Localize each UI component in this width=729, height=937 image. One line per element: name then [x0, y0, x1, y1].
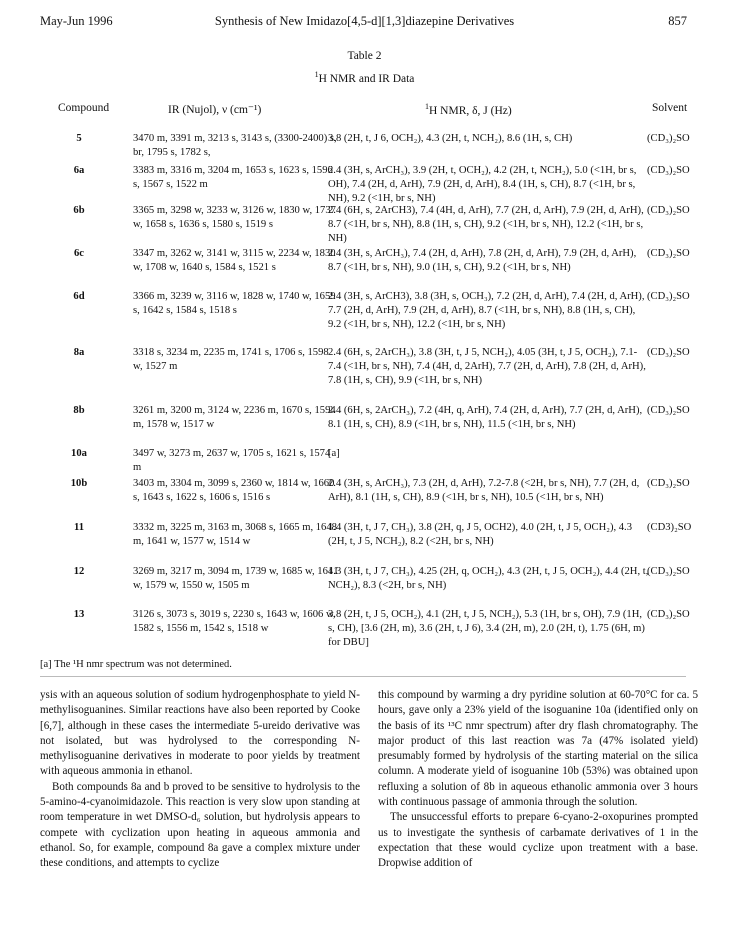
- compound-cell: 5: [76, 133, 82, 144]
- column-header-ir: IR (Nujol), ν (cm⁻¹): [168, 104, 262, 116]
- ir-cell: 3366 m, 3239 w, 3116 w, 1828 w, 1740 w, 1659 s, 1642 s, 1584 s, 1518 s: [133, 291, 336, 317]
- compound-cell: 6a: [73, 165, 85, 176]
- solvent-cell: (CD₃)₂SO: [647, 291, 690, 302]
- solvent-cell: (CD₃)₂SO: [647, 248, 690, 259]
- compound-cell: 13: [73, 609, 85, 620]
- compound-cell: 10a: [71, 448, 87, 459]
- table-row: [40, 132, 700, 164]
- ir-cell: 3318 s, 3234 m, 2235 m, 1741 s, 1706 s, 1598 w, 1527 m: [133, 347, 329, 373]
- table-subtitle-text: H NMR and IR Data: [318, 72, 415, 85]
- solvent-cell: (CD₃)₂SO: [647, 609, 690, 620]
- nmr-cell: [a]: [328, 448, 340, 459]
- paragraph: this compound by warming a dry pyridine solution at 60-70°C for ca. 5 hours, gave only a 23% yield of the isoguanine 10a (identified only on the basis of its ¹³C nmr spectrum) after dry flash chromatography. The major product of this last reaction was 7a (47% isolated yield) presumably formed by hydrolysis of the starting material on the silica column. A moderate yield of isoguanine 10b (53%) was obtained upon refluxing a solution of 8b in aqueous ethanolic ammonia over 3 hours with continuous passage of ammonia through the solution.: [378, 689, 698, 809]
- solvent-cell: (CD₃)₂SO: [647, 205, 690, 216]
- nmr-cell: 2.4 (3H, s, ArCH₃), 7.3 (2H, d, ArH), 7.2-7.8 (<2H, br s, NH), 7.7 (2H, d, ArH), 8.1 (1H, s, CH), 8.9 (<1H, br s, NH), 10.5 (<1H, br s, NH): [328, 478, 640, 504]
- ir-cell: 3269 m, 3217 m, 3094 m, 1739 w, 1685 w, 1641 w, 1579 w, 1550 w, 1505 m: [133, 566, 339, 592]
- nmr-cell: 2.4 (6H, s, 2ArCH₃), 3.8 (3H, t, J 5, NCH₂), 4.05 (3H, t, J 5, OCH₂), 7.1-7.4 (<1H, br s, NH), 7.4 (4H, d, 2ArH), 7.7 (2H, d, ArH), 7.8 (2H, d, ArH), 7.8 (1H, s, CH), 9.9 (<1H, br s, NH): [328, 347, 646, 387]
- table-row: [40, 521, 700, 565]
- nmr-cell: 2.4 (6H, s, 2ArCH₃), 7.2 (4H, q, ArH), 7.4 (2H, d, ArH), 7.7 (2H, d, ArH), 8.1 (1H, s, CH), 8.9 (<1H, br s, NH), 11.5 (<1H, br s, NH): [328, 405, 643, 431]
- table-subtitle-sup: 1: [314, 70, 319, 79]
- table-row: [40, 565, 700, 608]
- ir-cell: 3365 m, 3298 w, 3233 w, 3126 w, 1830 w, 1737 w, 1658 s, 1636 s, 1580 s, 1519 s: [133, 205, 336, 231]
- column-header-solvent: Solvent: [652, 102, 688, 114]
- nmr-cell: 2.4 (3H, s, ArCH₃), 3.9 (2H, t, OCH₂), 4.2 (2H, t, NCH₂), 5.0 (<1H, br s, OH), 7.4 (2H, d, ArH), 7.9 (2H, d, ArH), 8.4 (1H, s, CH), 8.7 (<1H, br s, NH), 9.2 (<1H, br s, NH): [328, 165, 637, 205]
- body-column-right: [378, 688, 698, 872]
- table-row: [40, 290, 700, 346]
- table-row: [40, 346, 700, 404]
- solvent-cell: (CD₃)₂SO: [647, 165, 690, 176]
- ir-cell: 3497 w, 3273 m, 2637 w, 1705 s, 1621 s, 1574 m: [133, 448, 331, 474]
- nmr-cell: 2.4 (3H, s, ArCH3), 3.8 (3H, s, OCH₃), 7.2 (2H, d, ArH), 7.4 (2H, d, ArH), 7.7 (2H, d, ArH), 7.9 (2H, d, ArH), 8.7 (<1H, br s, NH), 8.8 (1H, s, CH), 9.2 (<1H, br s, NH), 12.2 (<1H, br s, NH): [328, 291, 645, 331]
- compound-cell: 11: [73, 522, 84, 533]
- compound-cell: 10b: [70, 478, 88, 489]
- solvent-cell: (CD₃)₂SO: [647, 405, 690, 416]
- paragraph: The unsuccessful efforts to prepare 6-cyano-2-oxopurines prompted us to investigate the synthesis of carbamate derivatives of 1 in the expectation that these would cyclize upon treatment with a base. Dropwise addition of: [378, 811, 698, 870]
- divider: [40, 676, 686, 677]
- solvent-cell: (CD₃)₂SO: [647, 478, 690, 489]
- nmr-cell: 3.8 (2H, t, J 6, OCH₂), 4.3 (2H, t, NCH₂), 8.6 (1H, s, CH): [328, 133, 573, 144]
- table-row: [40, 404, 700, 447]
- column-header-nmr: [425, 102, 512, 117]
- nmr-cell: 2.4 (3H, s, ArCH₃), 7.4 (2H, d, ArH), 7.8 (2H, d, ArH), 7.9 (2H, d, ArH), 8.7 (<1H, br s, NH), 9.0 (1H, s, CH), 9.2 (<1H, br s, NH): [328, 248, 637, 274]
- nmr-cell: 3.8 (2H, t, J 5, OCH₂), 4.1 (2H, t, J 5, NCH₂), 5.3 (1H, br s, OH), 7.9 (1H, s, CH), [3.6 (2H, m), 3.6 (2H, t, J 6), 3.4 (2H, m), 2.0 (2H, t), 1.75 (6H, m) for DBU]: [328, 609, 645, 649]
- table-title: Table 2: [347, 50, 382, 62]
- column-header-compound: Compound: [58, 102, 110, 114]
- solvent-cell: (CD₃)₂SO: [647, 133, 690, 144]
- solvent-cell: (CD₃)₂SO: [647, 566, 690, 577]
- ir-cell: 3126 s, 3073 s, 3019 s, 2230 s, 1643 w, 1606 w, 1582 s, 1556 m, 1542 s, 1518 w: [133, 609, 336, 635]
- ir-cell: 3332 m, 3225 m, 3163 m, 3068 s, 1665 m, 1648 m, 1641 w, 1577 w, 1514 w: [133, 522, 337, 548]
- table-row: [40, 247, 700, 290]
- table-subtitle: [0, 70, 729, 85]
- column-header-nmr-text: H NMR, δ, J (Hz): [429, 104, 512, 117]
- running-header-date: May-Jun 1996: [40, 14, 113, 28]
- ir-cell: 3347 m, 3262 w, 3141 w, 3115 w, 2234 w, 1830 w, 1708 w, 1640 s, 1584 s, 1521 s: [133, 248, 336, 274]
- table-row: [40, 204, 700, 247]
- compound-cell: 6c: [74, 248, 84, 259]
- compound-cell: 12: [73, 566, 85, 577]
- page-number: 857: [668, 14, 687, 28]
- nmr-cell: 1.4 (3H, t, J 7, CH₃), 3.8 (2H, q, J 5, OCH2), 4.0 (2H, t, J 5, OCH₂), 4.3 (2H, t, J 5, NCH₂), 8.2 (<2H, br s, NH): [328, 522, 633, 548]
- ir-cell: 3470 m, 3391 m, 3213 s, 3143 s, (3300-2400) s, br, 1795 s, 1782 s,: [133, 133, 337, 159]
- paragraph: Both compounds 8a and b proved to be sensitive to hydrolysis to the 5-amino-4-cyanoimidazole. This reaction is very slow upon standing at room temperature in wet DMSO-d₆ solution, but hydrolysis appears to compete with cyclization upon heating in aqueous ammonia and ethanol. So, for example, compound 8a gave a complex mixture under these conditions, and attempts to cyclize: [40, 780, 360, 870]
- nmr-cell: 2.4 (6H, s, 2ArCH3), 7.4 (4H, d, ArH), 7.7 (2H, d, ArH), 7.9 (2H, d, ArH), 8.7 (<1H, br s, NH), 8.8 (1H, s, CH), 9.2 (<1H, br s, NH), 12.2 (<1H, br s, NH): [328, 205, 644, 245]
- compound-cell: 8b: [73, 405, 85, 416]
- table-row: [40, 477, 700, 521]
- body-column-left: [40, 688, 360, 872]
- paragraph: ysis with an aqueous solution of sodium hydrogenphosphate to yield N-methylisoguanines. Similar reactions have also been reported by Cooke [6,7], although in these cases the intermediate 5-ureido derivative was not isolated, but was hydrolysed to the corresponding N-methylisoguanine derivatives in moderate to poor yields by treatment with aqueous ammonia in ethanol.: [40, 689, 360, 778]
- table-row: [40, 447, 700, 477]
- compound-cell: 6d: [73, 291, 85, 302]
- table-row: [40, 608, 700, 652]
- ir-cell: 3403 m, 3304 m, 3099 s, 2360 w, 1814 w, 1660 s, 1643 s, 1622 s, 1606 s, 1516 s: [133, 478, 335, 504]
- ir-cell: 3383 m, 3316 m, 3204 m, 1653 s, 1623 s, 1596 s, 1567 s, 1522 m: [133, 165, 333, 191]
- nmr-ir-table: [40, 132, 700, 652]
- compound-cell: 8a: [73, 347, 85, 358]
- running-header-title: Synthesis of New Imidazo[4,5-d][1,3]diazepine Derivatives: [214, 14, 515, 28]
- ir-cell: 3261 m, 3200 m, 3124 w, 2236 m, 1670 s, 1594 m, 1578 w, 1517 w: [133, 405, 336, 431]
- column-header-nmr-sup: 1: [425, 102, 429, 111]
- table-row: [40, 164, 700, 204]
- solvent-cell: (CD3)₂SO: [647, 522, 692, 533]
- compound-cell: 6b: [73, 205, 85, 216]
- nmr-cell: 1.3 (3H, t, J 7, CH₃), 4.25 (2H, q, OCH₂), 4.3 (2H, t, J 5, OCH₂), 4.4 (2H, t, NCH₂), 8.3 (<2H, br s, NH): [328, 566, 649, 592]
- table-footnote: [a] The ¹H nmr spectrum was not determined.: [40, 659, 232, 670]
- solvent-cell: (CD₃)₂SO: [647, 347, 690, 358]
